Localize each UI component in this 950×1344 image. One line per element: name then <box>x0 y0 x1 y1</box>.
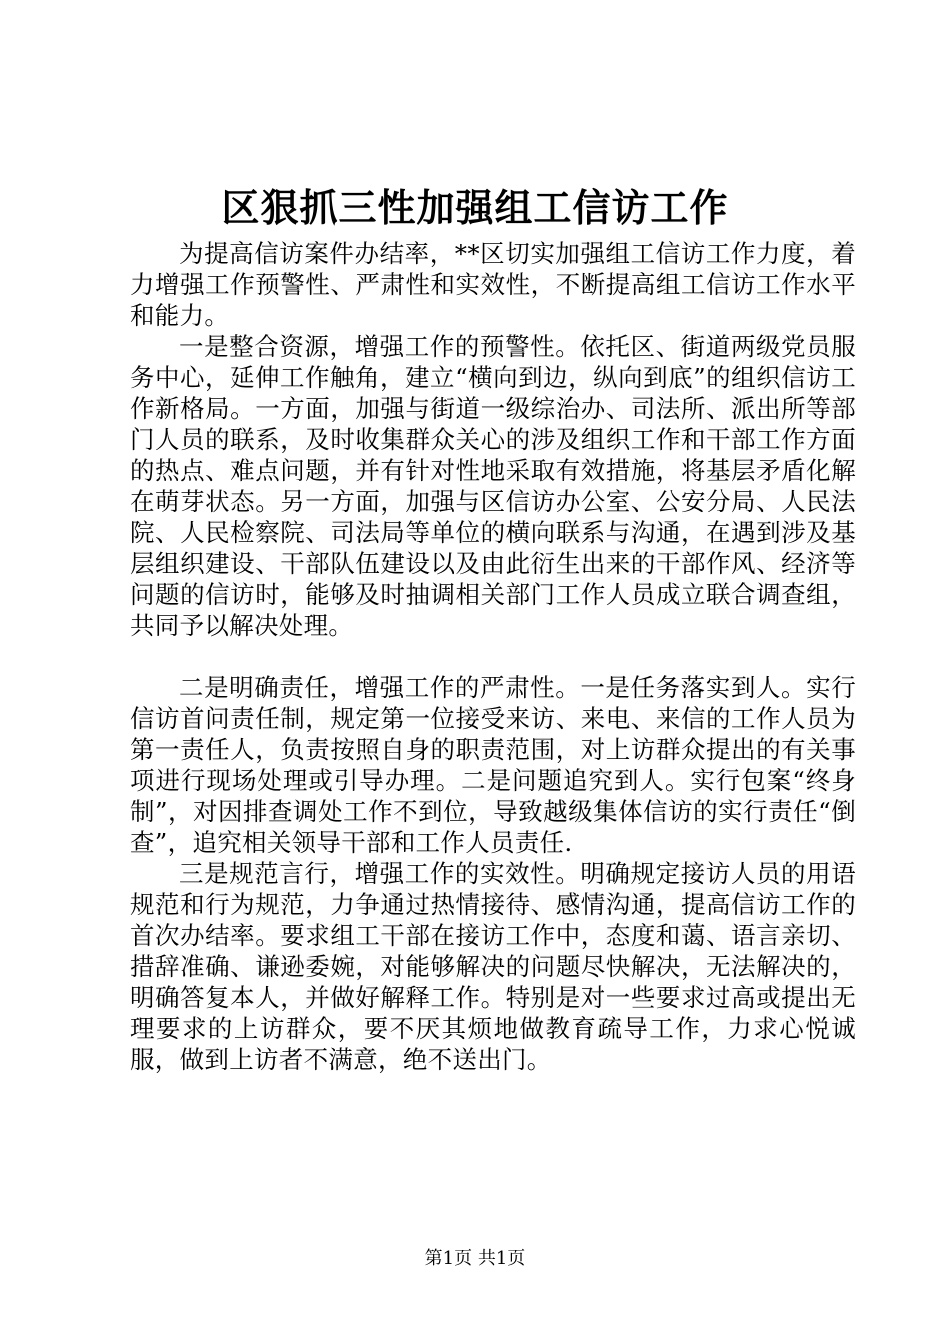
paragraph-point-one: 一是整合资源，增强工作的预警性。依托区、街道两级党员服务中心，延伸工作触角，建立“横向到边，纵向到底”的组织信访工作新格局。一方面，加强与街道一级综治办、司法所、派出所等部门人员的联系，及时收集群众关心的涉及组织工作和干部工作方面的热点、难点问题，并有针对性地采取有效措施，将基层矛盾化解在萌芽状态。另一方面，加强与区信访办公室、公安分局、人民法院、人民检察院、司法局等单位的横向联系与沟通，在遇到涉及基层组织建设、干部队伍建设以及由此衍生出来的干部作风、经济等问题的信访时，能够及时抽调相关部门工作人员成立联合调查组，共同予以解决处理。 <box>130 332 857 640</box>
paragraph-intro: 为提高信访案件办结率，**区切实加强组工信访工作力度，着力增强工作预警性、严肃性和实效性，不断提高组工信访工作水平和能力。 <box>130 239 856 330</box>
document-body <box>130 238 856 1075</box>
page-footer: 第1页 共1页 <box>424 1248 526 1269</box>
document-title: 区狠抓三性加强组工信访工作 <box>221 185 729 230</box>
paragraph-point-two: 二是明确责任，增强工作的严肃性。一是任务落实到人。实行信访首问责任制，规定第一位接受来访、来电、来信的工作人员为第一责任人，负责按照自身的职责范围，对上访群众提出的有关事项进行现场处理或引导办理。二是问题追究到人。实行包案“终身制”，对因排查调处工作不到位，导致越级集体信访的实行责任“倒查”，追究相关领导干部和工作人员责任. <box>130 673 857 857</box>
paragraph-point-three: 三是规范言行，增强工作的实效性。明确规定接访人员的用语规范和行为规范，力争通过热情接待、感情沟通，提高信访工作的首次办结率。要求组工干部在接访工作中，态度和蔼、语言亲切、措辞准确、谦逊委婉，对能够解决的问题尽快解决，无法解决的，明确答复本人，并做好解释工作。特别是对一些要求过高或提出无理要求的上访群众，要不厌其烦地做教育疏导工作，力求心悦诚服，做到上访者不满意，绝不送出门。 <box>130 859 856 1074</box>
